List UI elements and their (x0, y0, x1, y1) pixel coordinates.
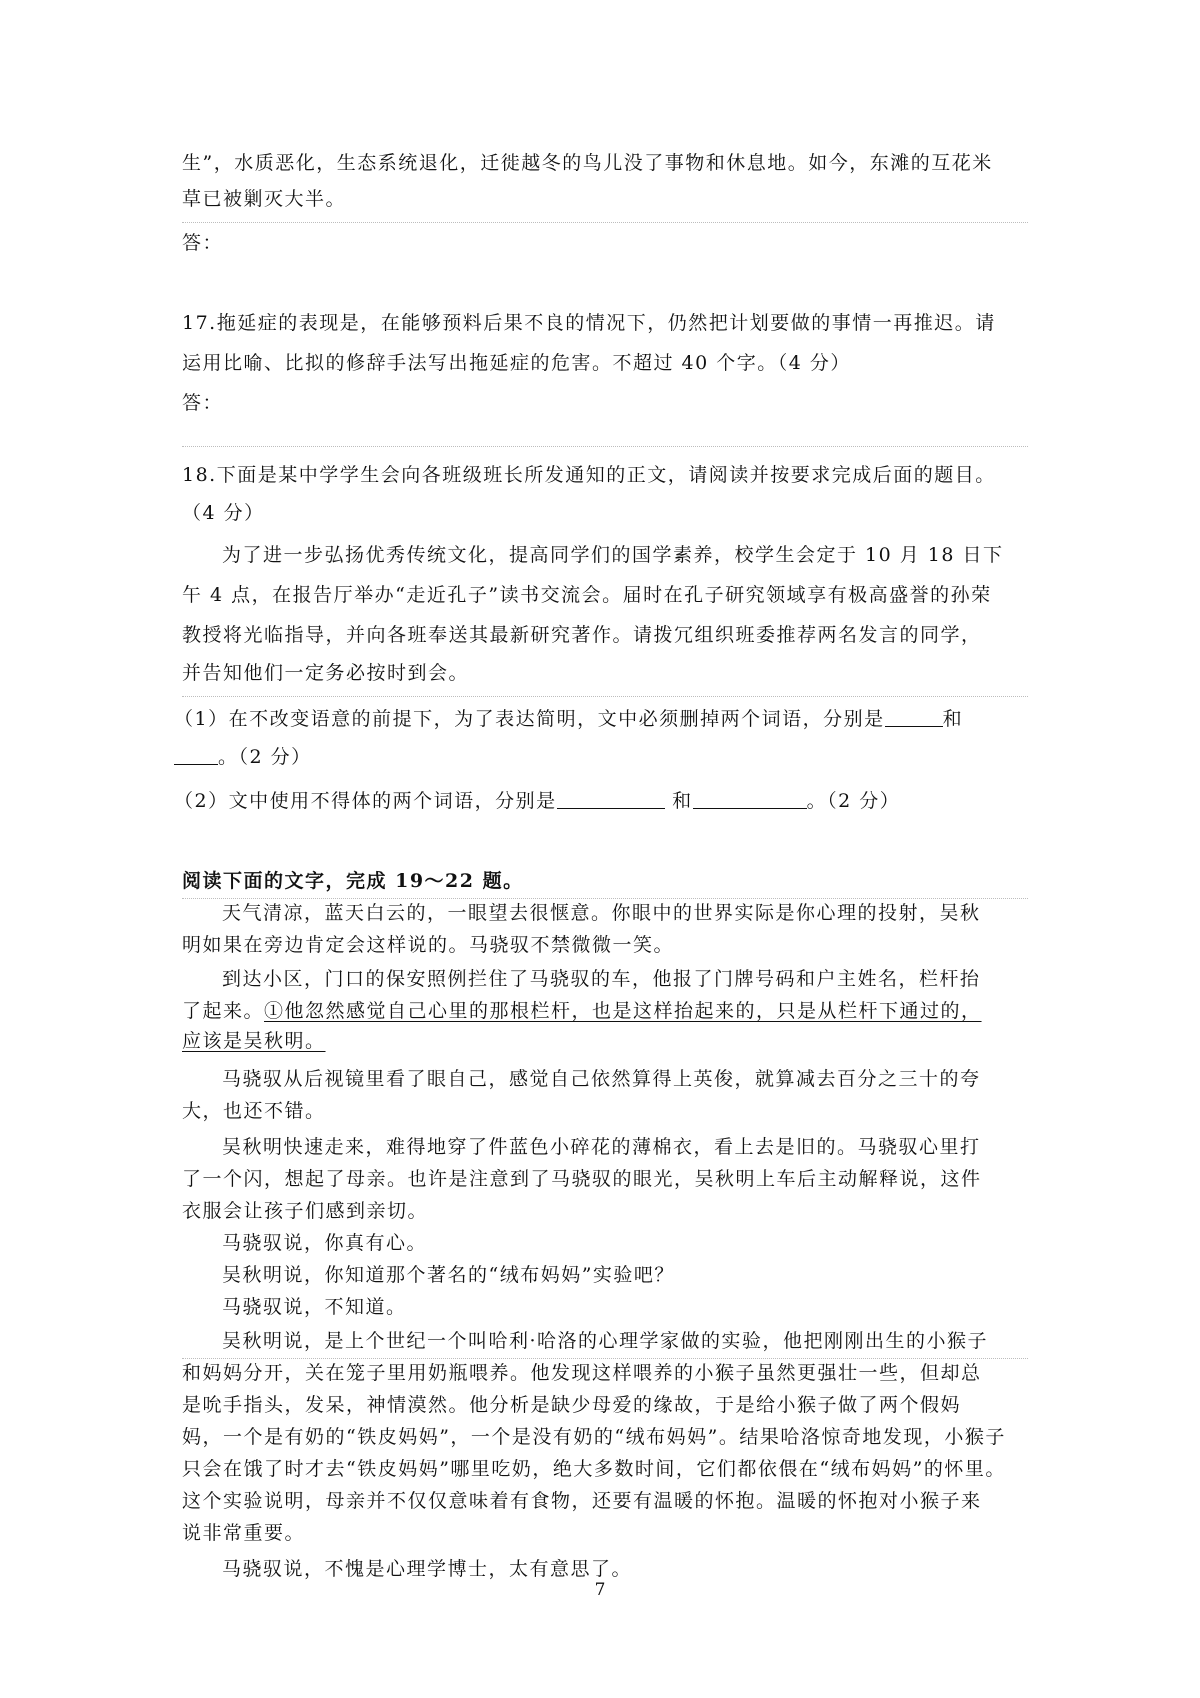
passage-line: 吴秋明说，你知道那个著名的“绒布妈妈”实验吧？ (222, 1264, 675, 1286)
sub-question-1-cont (174, 740, 312, 774)
passage-line: 是吮手指头，发呆，神情漠然。他分析是缺少母爱的缘故，于是给小猴子做了两个假妈 (182, 1394, 962, 1416)
text-line: 生”，水质恶化，生态系统退化，迁徙越冬的鸟儿没了事物和休息地。如今，东滩的互花米 (182, 152, 993, 174)
question-17-line: 运用比喻、比拟的修辞手法写出拖延症的危害。不超过 40 个字。（4 分） (182, 352, 851, 374)
passage-line: 这个实验说明，母亲并不仅仅意味着有食物，还要有温暖的怀抱。温暖的怀抱对小猴子来 (182, 1490, 982, 1512)
passage-line: 马骁驭说，你真有心。 (222, 1232, 428, 1254)
passage-line: 了一个闪，想起了母亲。也许是注意到了马骁驭的眼光，吴秋明上车后主动解释说，这件 (182, 1168, 982, 1190)
sub-question-2-text: （2）文中使用不得体的两个词语，分别是 (174, 790, 557, 812)
passage-line: 马骁驭从后视镜里看了眼自己，感觉自己依然算得上英俊，就算减去百分之三十的夸 (222, 1068, 981, 1090)
divider (182, 446, 1028, 447)
passage-line: 明如果在旁边肯定会这样说的。马骁驭不禁微微一笑。 (182, 934, 675, 956)
notice-line: 教授将光临指导，并向各班奉送其最新研究著作。请拨冗组织班委推荐两名发言的同学， (182, 624, 982, 646)
passage-line: 说非常重要。 (182, 1522, 306, 1544)
passage-line: 吴秋明快速走来，难得地穿了件蓝色小碎花的薄棉衣，看上去是旧的。马骁驭心里打 (222, 1136, 981, 1158)
answer-blank[interactable] (174, 744, 218, 765)
notice-line: 午 4 点，在报告厅举办“走近孔子”读书交流会。届时在孔子研究领域享有极高盛誉的孙荣 (182, 584, 992, 606)
sub-question-1-text: （1）在不改变语意的前提下，为了表达简明，文中必须删掉两个词语，分别是 (174, 708, 885, 730)
reading-heading: 阅读下面的文字，完成 19～22 题。 (182, 870, 524, 892)
underlined-sentence-1-cont: 应该是吴秋明。 (182, 1030, 326, 1052)
question-17-line: 17.拖延症的表现是，在能够预料后果不良的情况下，仍然把计划要做的事情一再推迟。请 (182, 312, 996, 334)
divider (182, 898, 1028, 899)
points: 。（2 分） (218, 746, 312, 768)
question-18-line: 18.下面是某中学学生会向各班级班长所发通知的正文，请阅读并按要求完成后面的题目。 (182, 464, 996, 486)
points: 。（2 分） (806, 790, 901, 812)
passage-line: 和妈妈分开，关在笼子里用奶瓶喂养。他发现这样喂养的小猴子虽然更强壮一些，但却总 (182, 1362, 982, 1384)
passage-line: 马骁驭说，不愧是心理学博士，太有意思了。 (222, 1558, 633, 1580)
answer-label: 答： (182, 392, 224, 414)
notice-line: 为了进一步弘扬优秀传统文化，提高同学们的国学素养，校学生会定于 10 月 18 日下 (222, 544, 1004, 566)
passage-line: 衣服会让孩子们感到亲切。 (182, 1200, 429, 1222)
answer-blank[interactable] (557, 788, 665, 809)
passage-text: 了起来。 (182, 1000, 265, 1022)
divider (182, 1358, 1028, 1359)
conjunction: 和 (942, 708, 964, 730)
passage-line: 到达小区，门口的保安照例拦住了马骁驭的车，他报了门牌号码和户主姓名，栏杆抬 (222, 968, 981, 990)
answer-blank[interactable] (693, 788, 807, 809)
text-line: 草已被剿灭大半。 (182, 188, 347, 210)
answer-blank[interactable] (885, 706, 943, 727)
underlined-sentence-1: ①他忽然感觉自己心里的那根栏杆，也是这样抬起来的，只是从栏杆下通过的， (264, 1000, 982, 1022)
passage-line: 大，也还不错。 (182, 1100, 326, 1122)
passage-line: 天气清凉，蓝天白云的，一眼望去很惬意。你眼中的世界实际是你心理的投射，吴秋 (222, 902, 981, 924)
answer-label: 答： (182, 232, 224, 254)
divider (182, 222, 1028, 223)
passage-line: 马骁驭说，不知道。 (222, 1296, 407, 1318)
question-18-line: （4 分） (182, 502, 265, 524)
passage-line: 吴秋明说，是上个世纪一个叫哈利·哈洛的心理学家做的实验，他把刚刚出生的小猴子 (222, 1330, 989, 1352)
sub-question-1 (174, 702, 963, 736)
passage-line (182, 994, 982, 1028)
divider (182, 696, 1028, 697)
passage-line: 只会在饿了时才去“铁皮妈妈”哪里吃奶，绝大多数时间，它们都依偎在“绒布妈妈”的怀里。 (182, 1458, 1006, 1480)
passage-line: 妈，一个是有奶的“铁皮妈妈”，一个是没有奶的“绒布妈妈”。结果哈洛惊奇地发现，小猴子 (182, 1426, 1006, 1448)
sub-question-2 (174, 784, 900, 818)
page-number: 7 (594, 1580, 606, 1600)
notice-line: 并告知他们一定务必按时到会。 (182, 662, 470, 684)
conjunction: 和 (672, 790, 693, 812)
